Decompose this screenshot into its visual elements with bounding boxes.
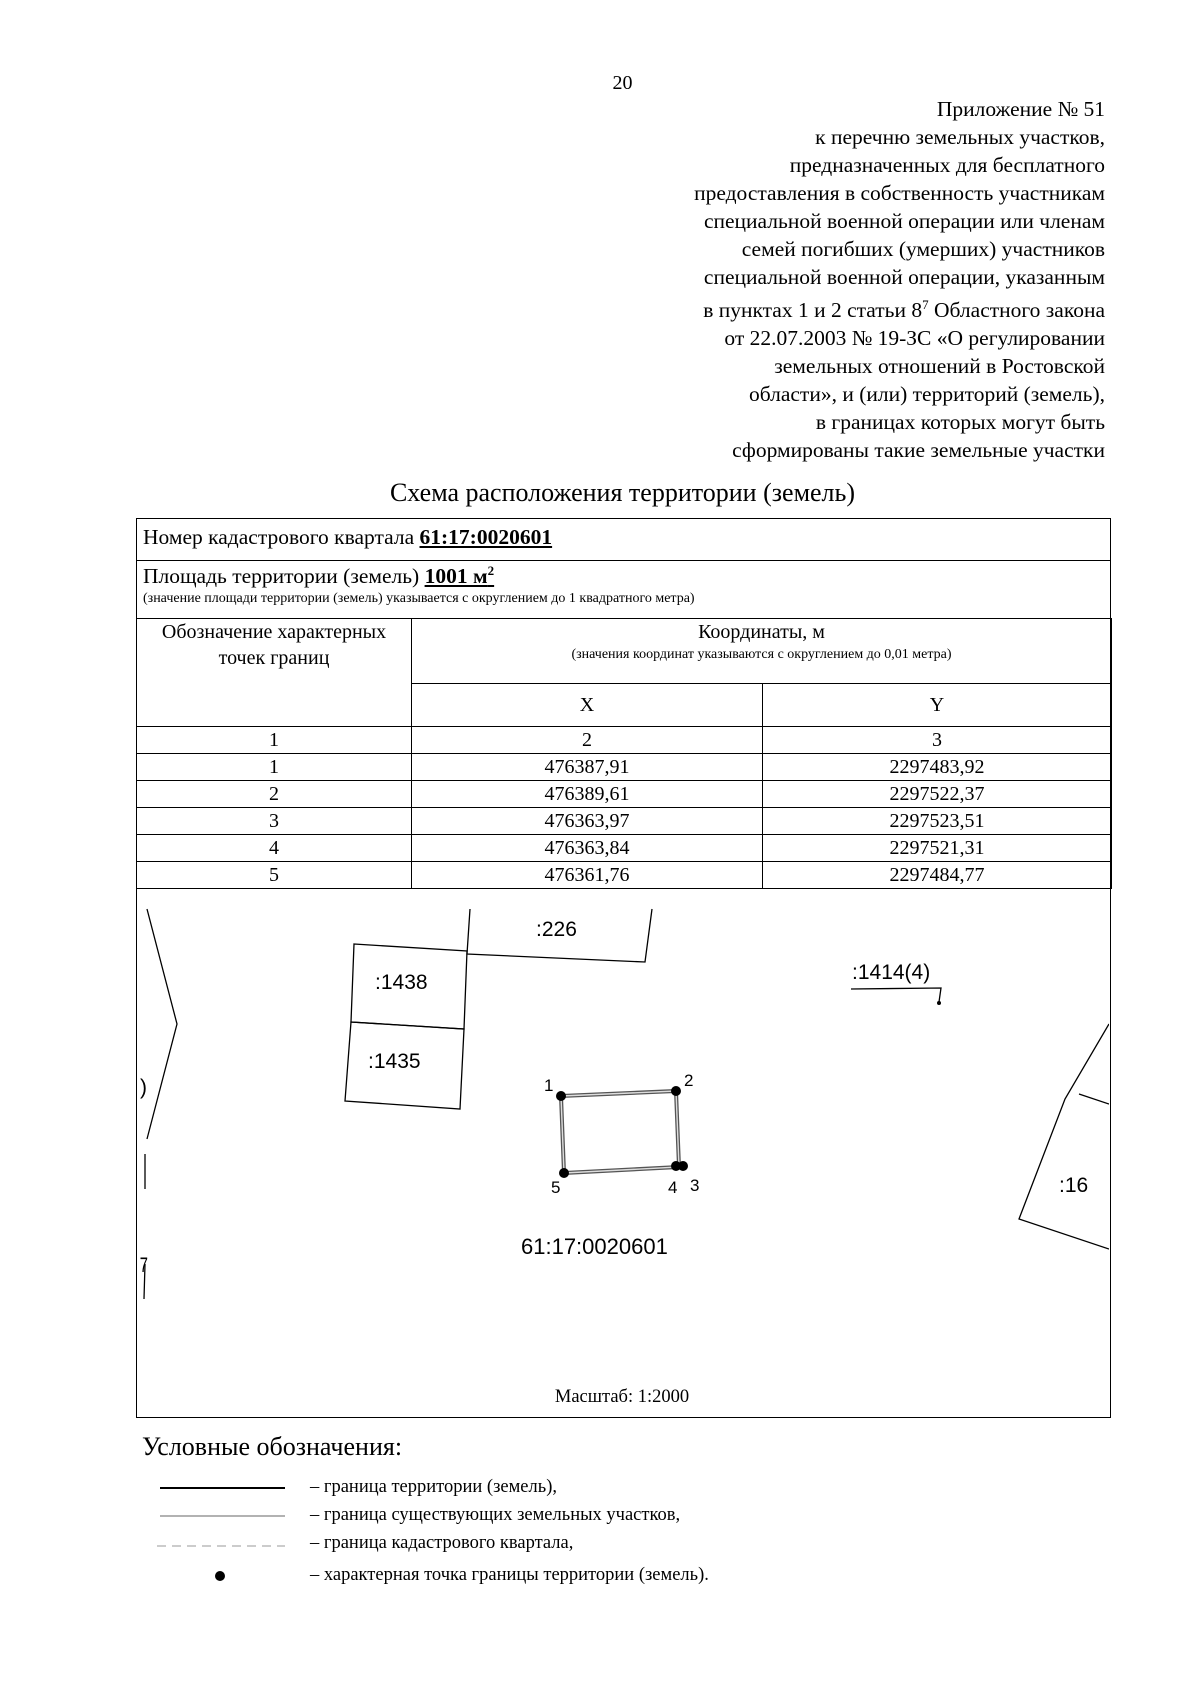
legend-text: – граница кадастрового квартала, [310,1533,574,1553]
appendix-header [585,95,1105,464]
parcel-16-label: :16 [1059,1174,1089,1197]
point-label-2: 2 [684,1071,694,1090]
table-row [137,862,1112,889]
appendix-line: области», и (или) территорий (земель), [748,382,1105,407]
appendix-line-8-start: в пунктах 1 и 2 статьи 8 [703,298,923,323]
point-cell: 2 [137,781,412,808]
x-header: X [412,684,763,727]
legend-text: – граница территории (земель), [310,1477,557,1497]
appendix-line-8-tail: Областного закона [928,298,1105,323]
coordinates-header-note: (значения координат указываются с округлением до 0,01 метра) [571,647,952,662]
table-row [137,781,1112,808]
legend-item-quarter-boundary [155,1531,875,1561]
appendix-line: от 22.07.2003 № 19-ЗС «О регулировании [724,326,1105,351]
point-cell: 3 [137,808,412,835]
table-row [137,808,1112,835]
page-number: 20 [612,72,633,94]
legend-sample-dashed-line [155,1531,285,1561]
legend-item-boundary-point [155,1563,875,1593]
x-cell: 476363,84 [412,835,763,862]
table-row [137,754,1112,781]
parcel-226-label: :226 [536,918,577,941]
appendix-line: специальной военной операции или членам [703,209,1105,233]
column-number: 1 [137,727,412,754]
scheme-map [137,904,1109,1417]
left-edge-mark: ) [140,1076,147,1099]
appendix-line: предоставления в собственность участникам [694,181,1105,205]
table-row [137,835,1112,862]
point-cell: 4 [137,835,412,862]
cadastral-quarter-label: Номер кадастрового квартала [143,525,420,549]
point-cell: 1 [137,754,412,781]
x-cell: 476387,91 [412,754,763,781]
area-note: (значение площади территории (земель) указывается с округлением до 1 квадратного метра) [143,591,695,607]
left-edge-mark: 7 [139,1254,148,1277]
y-cell: 2297522,37 [763,781,1112,808]
legend-item-parcel-boundary [155,1503,875,1533]
boundary-point-5 [559,1168,569,1178]
left-boundary-line [147,909,177,1139]
parcel-1414-leader [851,988,941,1002]
legend-sample-thick-line [155,1475,285,1505]
quarter-map-label: 61:17:0020601 [521,1234,668,1259]
point-label-5: 5 [551,1178,561,1197]
parcel-1435-label: :1435 [368,1050,421,1073]
appendix-line-8 [585,291,1105,324]
territory-boundary-outer [561,1091,679,1173]
area-row [137,561,1110,619]
point-label-1: 1 [544,1076,554,1095]
y-cell: 2297521,31 [763,835,1112,862]
boundary-point-2 [671,1086,681,1096]
area-label: Площадь территории (земель) [143,564,425,589]
column-number: 3 [763,727,1112,754]
y-header: Y [763,684,1112,727]
column-number-row [137,727,1112,754]
boundary-point-4 [671,1161,681,1171]
map-drawing [137,904,1109,1417]
y-cell: 2297483,92 [763,754,1112,781]
y-cell: 2297523,51 [763,808,1112,835]
appendix-line: сформированы такие земельные участки [732,438,1105,463]
territory-boundary-inner [561,1091,679,1173]
appendix-line: предназначенных для бесплатного [789,153,1105,177]
coordinates-header [412,619,1112,684]
legend-text: – характерная точка границы территории (земель). [310,1565,709,1585]
y-cell: 2297484,77 [763,862,1112,889]
appendix-line: Приложение № 51 [936,97,1105,121]
legend-item-territory-boundary [155,1475,875,1505]
scheme-title: Схема расположения территории (земель) [389,478,856,507]
parcel-1438-label: :1438 [375,971,428,994]
legend-text: – граница существующих земельных участков, [310,1505,681,1525]
appendix-line: земельных отношений в Ростовской [774,354,1105,379]
area-value-text: 1001 м [424,564,488,589]
coordinates-header-title: Координаты, м [698,621,825,643]
coordinates-table [136,618,1112,889]
appendix-line: в границах которых могут быть [815,410,1105,435]
points-header: Обозначение характерных точек границ [137,619,412,727]
legend-title: Условные обозначения: [142,1432,403,1461]
point-cell: 5 [137,862,412,889]
parcel-1414-label: :1414(4) [852,961,931,984]
boundary-point-1 [556,1091,566,1101]
cadastral-quarter-number: 61:17:0020601 [419,525,553,549]
area-value [425,564,495,588]
x-cell: 476361,76 [412,862,763,889]
article-superscript: 7 [922,297,929,312]
parcel-16-inner-boundary [1079,1094,1109,1104]
point-label-3: 3 [690,1176,700,1195]
area-unit-superscript: 2 [487,563,495,578]
appendix-line: специальной военной операции, указанным [703,265,1105,289]
x-cell: 476363,97 [412,808,763,835]
cadastral-quarter-row [137,519,1110,561]
map-scale: Масштаб: 1:2000 [554,1387,690,1407]
x-cell: 476389,61 [412,781,763,808]
legend-sample-thin-line [155,1503,285,1533]
scheme-frame [136,518,1111,1418]
appendix-line: семей погибших (умерших) участников [741,237,1105,261]
legend-sample-dot-icon [155,1563,285,1593]
point-label-4: 4 [668,1178,678,1197]
parcel-1414-leader-dot [937,1001,941,1005]
column-number: 2 [412,727,763,754]
parcel-16-boundary [1019,1024,1109,1249]
appendix-line: к перечню земельных участков, [815,125,1105,149]
